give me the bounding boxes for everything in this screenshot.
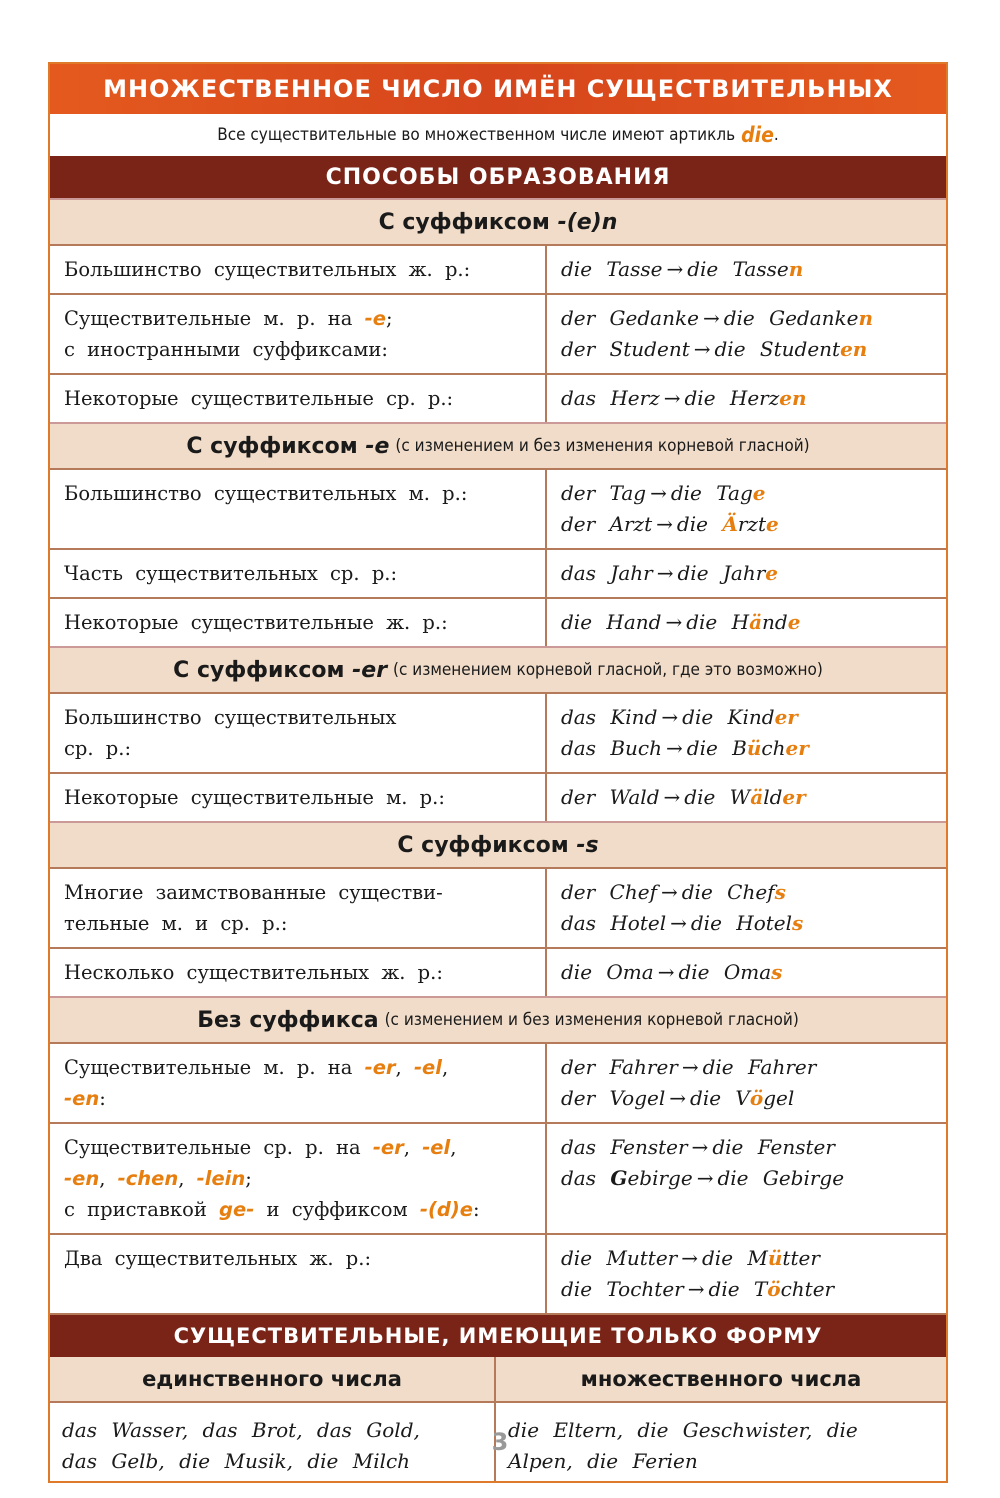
plural-examples: die Eltern, die Geschwister, die Alpen, die Ferien (496, 1401, 946, 1481)
singular-examples: das Wasser, das Brot, das Gold, das Gelb, die Musik, die Milch (50, 1401, 494, 1481)
table-row: Большинство существительных ср. р.: das Kind → die Kinder das Buch → die Bücher (50, 692, 946, 772)
table-row: Большинство существительных ж. р.: die Tasse → die Tassen (50, 244, 946, 293)
subheader-s: С суффиксом -s (50, 821, 946, 867)
table-row: Существительные м. р. на -e; с иностранными суффиксами: der Gedanke → die Gedanken der Student → die Studenten (50, 293, 946, 373)
intro-note: Все существительные во множественном числе имеют артикль die . (217, 123, 779, 147)
subheader-e: С суффиксом -e (с изменением и без изменения корневой гласной) (50, 422, 946, 468)
table-row: Часть существительных ср. р.: das Jahr → die Jahre (50, 548, 946, 597)
singular-header: единственного числа (50, 1357, 494, 1401)
page-title: МНОЖЕСТВЕННОЕ ЧИСЛО ИМЁН СУЩЕСТВИТЕЛЬНЫХ (50, 64, 946, 114)
subheader-none: Без суффикса (с изменением и без изменения корневой гласной) (50, 996, 946, 1042)
table-row: Некоторые существительные ср. р.: das Herz → die Herzen (50, 373, 946, 422)
table-row: Некоторые существительные м. р.: der Wald → die Wälder (50, 772, 946, 821)
table-row: Некоторые существительные ж. р.: die Hand → die Hände (50, 597, 946, 646)
section-band-only-form: СУЩЕСТВИТЕЛЬНЫЕ, ИМЕЮЩИЕ ТОЛЬКО ФОРМУ (50, 1313, 946, 1357)
subheader-er: С суффиксом -er (с изменением корневой гласной, где это возможно) (50, 646, 946, 692)
page-number: 3 (491, 1428, 509, 1456)
subheader-en: С суффиксом -(e)n (50, 198, 946, 244)
table-row: Большинство существительных м. р.: der Tag → die Tage der Arzt → die Ärzte (50, 468, 946, 548)
section-band: СПОСОБЫ ОБРАЗОВАНИЯ (50, 156, 946, 198)
only-form-table (50, 1357, 946, 1481)
table-row: Существительные м. р. на -er, -el, -en: der Fahrer → die Fahrer der Vogel → die Vögel (50, 1042, 946, 1122)
plural-header: множественного числа (496, 1357, 946, 1401)
table-row: Существительные ср. р. на -er, -el, -en, -chen, -lein; с приставкой ge- и суффиксом -(d)e: das Fenster → die Fenster das Gebirge → die Gebirge (50, 1122, 946, 1233)
table-row: Многие заимствованные существи- тельные м. и ср. р.: der Chef → die Chefs das Hotel → die Hotels (50, 867, 946, 947)
grammar-table (48, 62, 948, 1483)
table-row: Несколько существительных ж. р.: die Oma → die Omas (50, 947, 946, 996)
table-row: Два существительных ж. р.: die Mutter → die Mütter die Tochter → die Töchter (50, 1233, 946, 1313)
